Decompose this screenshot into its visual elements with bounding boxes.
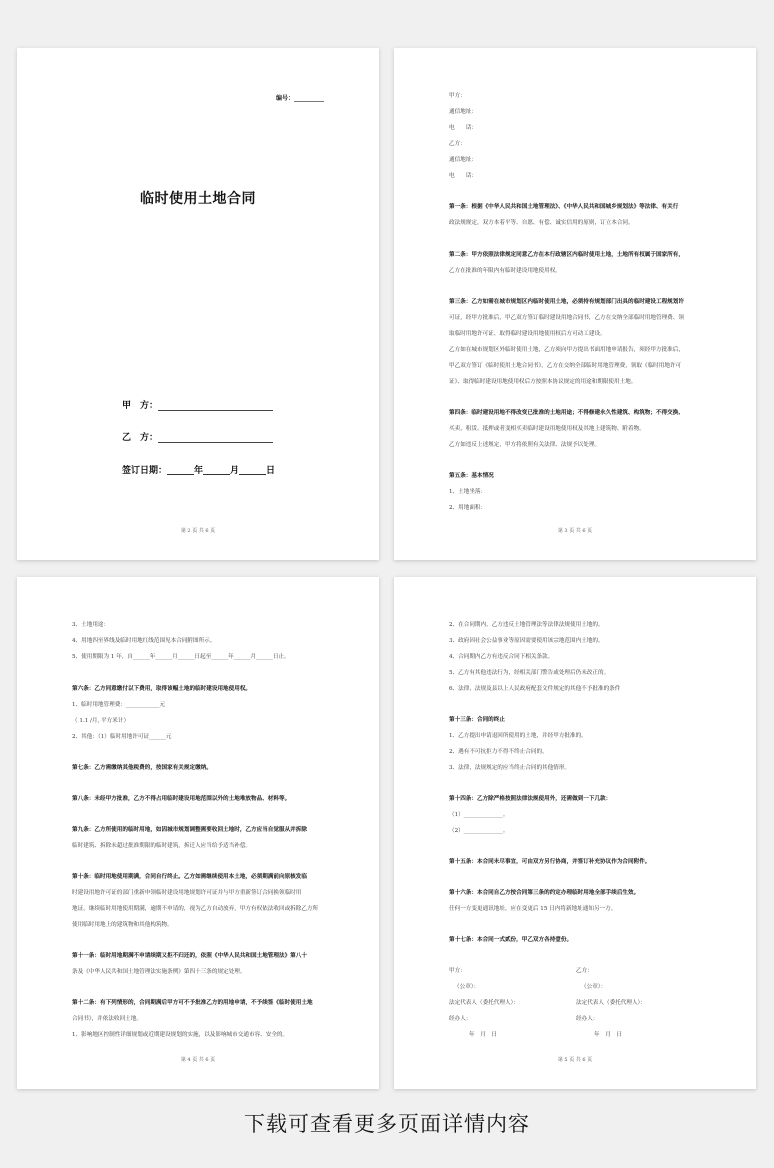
party-a-signature-line: （公章）： xyxy=(454,984,480,990)
text-line: 地证。继续临时用地使用期满，逾期不申请的，视为乙方自动放弃，甲方有权依法收回或拆除乙方所 xyxy=(72,906,319,912)
contract-page-4 xyxy=(17,577,379,1089)
text-line: 证》、取得临时建设用地使用权后方按照本协议规定的用途和期限使用土地。 xyxy=(449,379,637,385)
text-line: 第十六条：本合同自乙方按合同第三条的约定办理临时用地全部手续后生效。 xyxy=(449,890,640,896)
page-footer: 第 3 页 共 6 页 xyxy=(557,528,593,534)
text-line: 第十条：临时用地使用期满，合同自行终止。乙方如需继续使用本土地，必须期满前向原核发临 xyxy=(72,874,307,880)
text-line: 电 话： xyxy=(449,173,477,179)
text-line: 4、合同期内乙方有违反合同下相关条款。 xyxy=(449,654,554,660)
text-line: 第十七条：本合同一式贰份，甲乙双方各持壹份。 xyxy=(449,937,573,943)
document-title: 临时使用土地合同 xyxy=(140,191,256,207)
text-line: 4、用地四至界线及临时用地红线范围见本合同附图所示。 xyxy=(72,638,216,644)
party-a-label: 甲 方： xyxy=(122,401,159,411)
text-line: 第十三条：合同的终止 xyxy=(449,717,505,723)
text-line: 3、政府因社会公益事业等原因需要使用该宗地范围内土地的。 xyxy=(449,638,604,644)
contract-cover-page xyxy=(17,48,379,560)
party-a-signature-line: 年 月 日 xyxy=(469,1032,497,1038)
contract-page-3 xyxy=(394,48,756,560)
text-line: 乙方： xyxy=(449,141,466,147)
party-b-signature-line: （公章）： xyxy=(581,984,607,990)
party-b-signature-line: 年 月 日 xyxy=(594,1032,622,1038)
text-line: 第五条：基本情况 xyxy=(449,473,494,479)
serial-number-label: 编号：__________ xyxy=(275,95,324,102)
text-line: 6、法律，法规及县以上人民政府配套文件规定的其他不予批准的条件 xyxy=(449,686,621,692)
text-line: 临时建筑、拆除未超过批准期限的临时建筑，拆迁人应当给予适当补偿。 xyxy=(72,843,252,849)
text-line: 第十一条：临时用地期满不申请续期又拒不归还的，依照《中华人民共和国土地管理法》第八十 xyxy=(72,953,307,959)
text-line: 通信地址： xyxy=(449,109,477,115)
text-line: （ 1.1 /月, 平方米计） xyxy=(72,718,130,724)
text-line: 买卖、租赁、抵押或者变相买卖临时建设用地使用权及其地上建筑物、附着物。 xyxy=(449,426,645,432)
page-footer: 第 4 页 共 6 页 xyxy=(180,1057,216,1063)
text-line: 第一条：根据《中华人民共和国土地管理法》、《中华人民共和国城乡规划法》等法律、有关行 xyxy=(449,204,679,210)
party-b-signature-line: 法定代表人（委托代理人）： xyxy=(576,1000,646,1006)
party-b-signature-line: 经办人： xyxy=(576,1016,599,1022)
party-a-signature-line: 经办人： xyxy=(449,1016,472,1022)
text-line: 第十五条：本合同未尽事宜，可由双方另行协商，并签订补充协议作为合同附件。 xyxy=(449,859,651,865)
text-line: 使用临时用地上的建筑物和其他构筑物。 xyxy=(72,922,173,928)
text-line: 电 话： xyxy=(449,125,477,131)
text-line: 2、在合同期内，乙方违反土地管理法等法律法规使用土地的。 xyxy=(449,622,604,628)
sign-date-label: 签订日期：______年______月______日 xyxy=(122,466,276,476)
text-line: 条及《中华人民共和国土地管理法实施条例》第四十三条的规定处理。 xyxy=(72,969,246,975)
text-line: 2、其他：（1）临时用地许可证______元 xyxy=(72,734,172,740)
text-line: （1）______________。 xyxy=(449,812,509,818)
text-line: 政法规规定，双方本着平等、自愿、有偿、诚实信用的原则，订立本合同。 xyxy=(449,220,634,226)
text-line: 可证，经甲方批准后，甲乙双方签订临时建设用地合同书，乙方在交纳全部临时用地管理费、领 xyxy=(449,315,684,321)
text-line: 1、土地坐落： xyxy=(449,489,487,495)
text-line: 时建设用地许可证的部门重新申领临时建设用地规划许可证并与甲方重新签订合同换领临时用 xyxy=(72,890,302,896)
text-line: 3、土地用途： xyxy=(72,622,110,628)
text-line: 第九条：乙方所使用的临时用地，如因城市规划调整需要收回土地时，乙方应当自觉服从并拆除 xyxy=(72,827,307,833)
text-line: 通信地址： xyxy=(449,157,477,163)
party-a-field xyxy=(122,398,273,411)
text-line: 1、影响地区控制性详细规划或近期建设规划的实施，以及影响城市交通市容、安全的。 xyxy=(72,1032,289,1038)
text-line: 第七条：乙方需缴纳其他税费的，按国家有关规定缴纳。 xyxy=(72,765,212,771)
party-b-blank xyxy=(158,434,273,443)
text-line: 第八条：未经甲方批准，乙方不得占用临时建设用地范围以外的土地堆放物品、材料等。 xyxy=(72,796,291,802)
text-line: 甲乙双方签订《临时使用土地合同书》，乙方在交纳全部临时用地管理费，领取《临时用地许可 xyxy=(449,363,682,369)
text-line: 2、用地面积： xyxy=(449,505,487,511)
text-line: 第四条：临时建设用地不得改变已批准的土地用途；不得修建永久性建筑、构筑物；不得交换、 xyxy=(449,410,684,416)
text-line: 第二条：甲方依照法律规定同意乙方在本行政辖区内临时使用土地，土地所有权属于国家所有， xyxy=(449,252,684,258)
text-line: 1、乙方提出申请退回所使用的土地，并经甲方批准的。 xyxy=(449,733,587,739)
party-b-field xyxy=(122,430,273,443)
text-line: 乙方在批准的年限内有临时建设用地使用权。 xyxy=(449,268,561,274)
text-line: 第十二条：有下列情形的，合同期满后甲方可不予批准乙方的用地申请，不予续签《临时使用土地 xyxy=(72,1000,313,1006)
text-line: 第六条：乙方同意缴付以下费用，取得该幅土地的临时建设用地使用权。 xyxy=(72,686,252,692)
text-line: 合同书》，并依法收回土地。 xyxy=(72,1016,142,1022)
text-line: 第十四条：乙方除严格按照法律法规使用外，还需做到一下几款： xyxy=(449,796,612,802)
text-line: 甲方： xyxy=(449,93,466,99)
text-line: 第三条：乙方如需在城市规划区内临时使用土地，必须持有规划部门出具的临时建设工程规划许 xyxy=(449,299,684,305)
text-line: 5、使用期限为 1 年，自______年______月______日起至______年______月______日止。 xyxy=(72,654,290,660)
party-b-label: 乙 方： xyxy=(122,433,159,443)
text-line: 取临时用地许可证、取得临时建设用地使用权后方可动工建设。 xyxy=(449,331,606,337)
text-line: 2、遇有不可抗拒力不得不终止合同的。 xyxy=(449,749,548,755)
party-a-signature-line: 甲方： xyxy=(449,968,466,974)
text-line: 1、临时用地管理费：____________元 xyxy=(72,702,166,708)
text-line: （2）______________。 xyxy=(449,828,509,834)
party-a-blank xyxy=(158,402,273,411)
page-footer: 第 2 页 共 6 页 xyxy=(180,528,216,534)
text-line: 5、乙方有其他违法行为，经相关部门警告或处理后仍未改正的。 xyxy=(449,670,610,676)
party-b-signature-line: 乙方： xyxy=(576,968,593,974)
text-line: 3、法律，法规规定的应当终止合同的其他情形。 xyxy=(449,765,571,771)
watermark: ​ xyxy=(68,490,86,516)
party-a-signature-line: 法定代表人（委托代理人）： xyxy=(449,1000,519,1006)
contract-page-5 xyxy=(394,577,756,1089)
text-line: 任何一方变更通讯地址，应在变更后 15 日内将新地址通知另一方。 xyxy=(449,906,617,912)
page-footer: 第 5 页 共 6 页 xyxy=(557,1057,593,1063)
text-line: 乙方如在城市规划区外临时使用土地，乙方须向甲方提出书面用地申请报告，须经甲方批准后， xyxy=(449,347,684,353)
text-line: 乙方如违反上述规定，甲方将依照有关法律、法规予以处理。 xyxy=(449,442,601,448)
download-caption: 下载可查看更多页面详情内容 xyxy=(244,1112,530,1136)
